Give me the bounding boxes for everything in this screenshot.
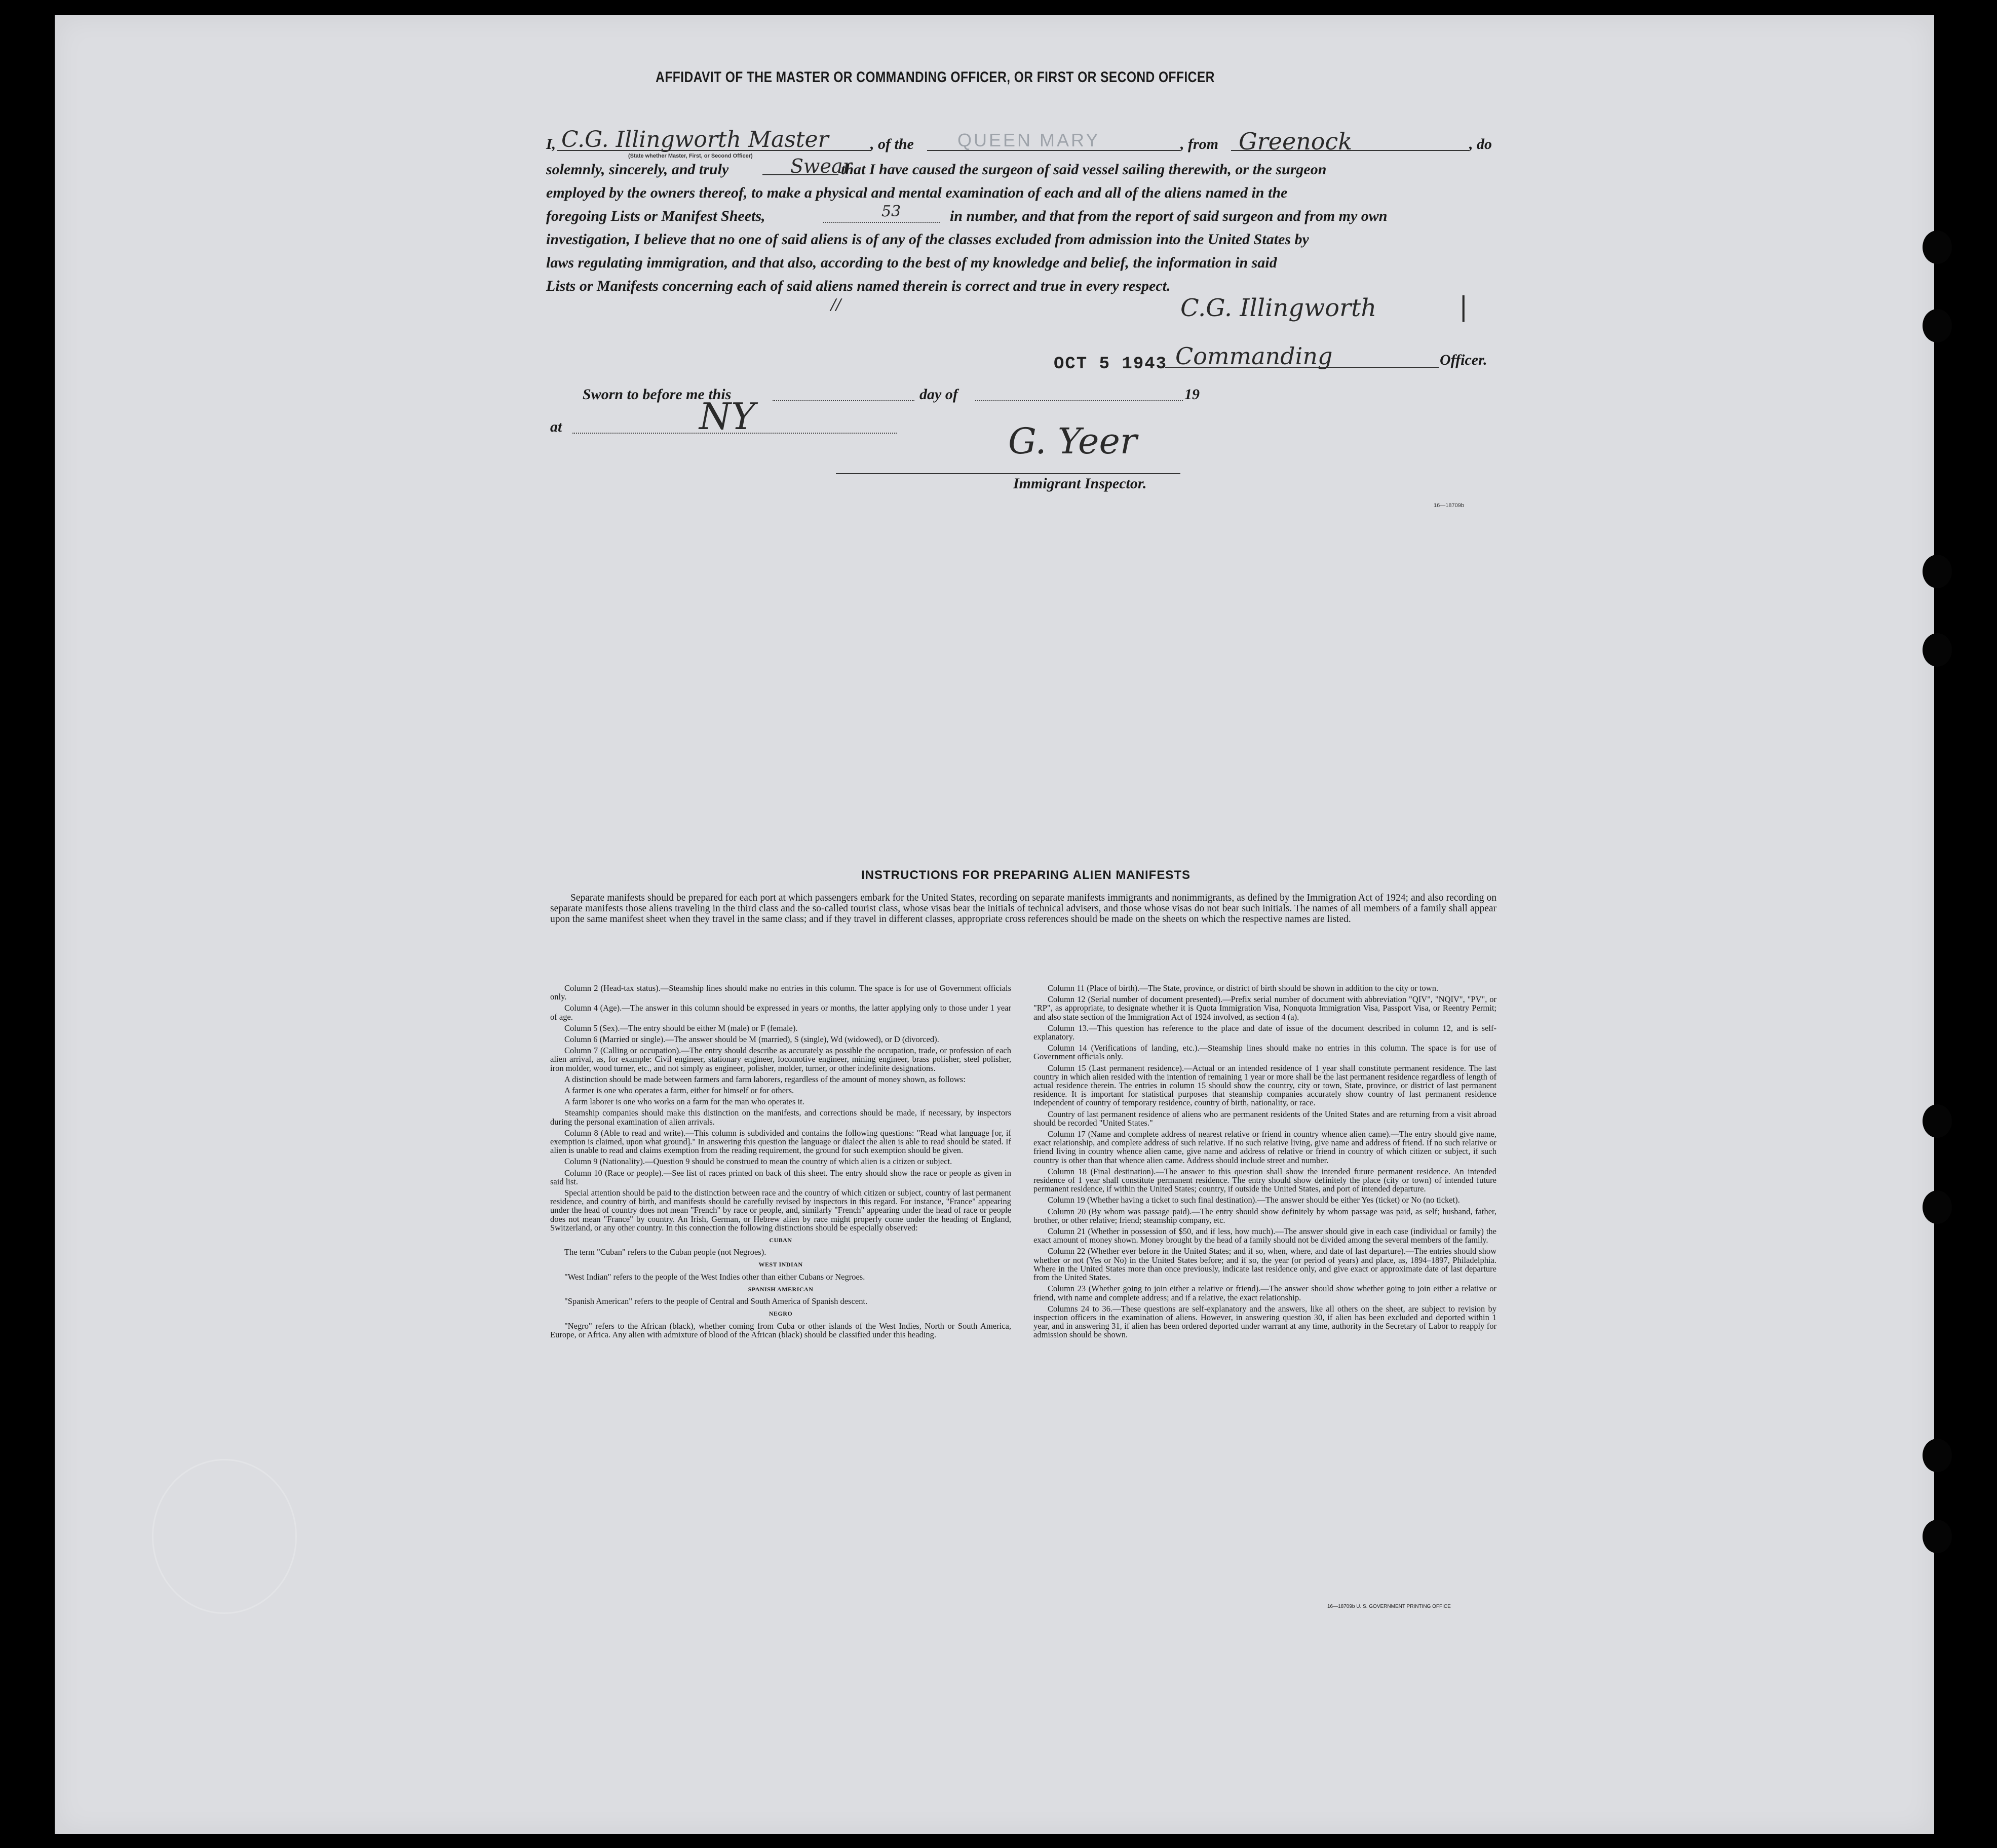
- instruction-paragraph: Column 10 (Race or people).—See list of races printed on back of this sheet. The entry should show the race or people as given in said list.: [550, 1168, 1011, 1186]
- instruction-paragraph: A farmer is one who operates a farm, either for himself or for others.: [564, 1086, 794, 1096]
- instruction-paragraph: Column 23 (Whether going to join either a relative or friend).—The answer should show whether going to join either a relative or friend, with name and complete address; and if a relative, the exact relationship.: [1033, 1284, 1496, 1302]
- inspector-signature: G. Yeer: [1008, 420, 1137, 462]
- punch-hole: [1923, 1190, 1952, 1224]
- do-label: , do: [1469, 136, 1492, 152]
- sheets-count-line: [823, 222, 940, 223]
- section-heading: WEST INDIAN: [758, 1261, 803, 1268]
- affidavit-line7: Lists or Manifests concerning each of said aliens named therein is correct and true in every respect.: [546, 278, 1171, 294]
- from-label: , from: [1180, 136, 1218, 152]
- at-label: at: [550, 418, 562, 435]
- instruction-paragraph: Column 22 (Whether ever before in the United States; and if so, when, where, and date of last departure).—The entries should show whether or not (Yes or No) in the United States before; and if so, the year (or period of years) and place, as, 1894–1897, Philadelphia. Where in the United States more than once previously, indicate last residence only, and give exact or approximate date of last departure from the United States.: [1033, 1246, 1496, 1283]
- instructions-form-footer: 16—18709b U. S. GOVERNMENT PRINTING OFFICE: [1327, 1604, 1451, 1609]
- affidavit-line4-pre: foregoing Lists or Manifest Sheets,: [546, 208, 765, 224]
- sworn-label: Sworn to before me this: [583, 386, 732, 403]
- instruction-paragraph: Column 8 (Able to read and write).—This column is subdivided and contains the following questions: "Read what language [or, if exemption is claimed, upon what ground]." In answering this question the language or dialect the alien is able to read should be stated. If alien is unable to read and claims exemption from the reading requirement, the ground for such exemption should be given.: [550, 1128, 1011, 1156]
- affidavit-form-number: 16—18709b: [1434, 503, 1464, 509]
- embossed-seal: [152, 1459, 297, 1614]
- instruction-paragraph: Column 6 (Married or single).—The answer should be M (married), S (single), Wd (widowed), or D (divorced).: [564, 1034, 939, 1045]
- master-name-handwritten: C.G. Illingworth Master: [561, 127, 829, 152]
- instruction-paragraph: Column 19 (Whether having a ticket to such final destination).—The answer should be either Yes (ticket) or No (no ticket).: [1048, 1195, 1460, 1205]
- affidavit-line2-post: that I have caused the surgeon of said vessel sailing therewith, or the surgeon: [841, 161, 1327, 178]
- affidavit-line4-post: in number, and that from the report of said surgeon and from my own: [950, 208, 1388, 224]
- instruction-paragraph: The term "Cuban" refers to the Cuban people (not Negroes).: [564, 1247, 766, 1257]
- sheets-count-handwritten: 53: [881, 203, 901, 220]
- instructions-intro: Separate manifests should be prepared for each port at which passengers embark for the United States, recording on separate manifests immigrants and nonimmigrants, as defined by the Immigration Act of 1924; and also recording on separate manifests those aliens traveling in the third class and the so-called tourist class, whose visas bear the initials of technical advisers, and those whose visas do not bear such initials. The names of all members of a family shall appear upon the same manifest sheet when they travel in the same class; and if they travel in different classes, appropriate cross references should be made on the sheets on which the respective names are listed.: [550, 893, 1496, 925]
- instruction-paragraph: Column 14 (Verifications of landing, etc.).—Steamship lines should make no entries in this column. The space is for use of Government officials only.: [1033, 1043, 1496, 1062]
- instruction-paragraph: "Negro" refers to the African (black), whether coming from Cuba or other islands of the West Indies, North or South America, Europe, or Africa. Any alien with admixture of blood of the African (black) should be classified under this heading.: [550, 1321, 1011, 1339]
- punch-hole: [1923, 1104, 1952, 1138]
- swear-handwritten: Swear: [790, 155, 852, 177]
- instruction-paragraph: Column 2 (Head-tax status).—Steamship lines should make no entries in this column. The space is for use of Government officials only.: [550, 983, 1011, 1002]
- month-line: [975, 400, 1183, 401]
- affidavit-line5: investigation, I believe that no one of said aliens is of any of the classes excluded from admission into the United States by: [546, 231, 1309, 248]
- affidavit-line2-pre: solemnly, sincerely, and truly: [546, 161, 729, 178]
- inspector-label: Immigrant Inspector.: [1013, 475, 1147, 492]
- instructions-right-column: [1033, 984, 1496, 1342]
- margin-mark: //: [831, 296, 841, 314]
- instruction-paragraph: Column 12 (Serial number of document presented).—Prefix serial number of document with abbreviation "QIV", "NQIV", "PV", or "RP", as appropriate, to designate whether it is Quota Immigration Visa, Nonquota Immigration Visa, Passport Visa, or Reentry Permit; and also state section of the Immigration Act of 1924 involved, as section 4 (a).: [1033, 994, 1496, 1022]
- state-note: (State whether Master, First, or Second Officer): [628, 153, 753, 159]
- section-heading: CUBAN: [769, 1237, 792, 1244]
- instruction-paragraph: Column 17 (Name and complete address of nearest relative or friend in country whence alien came).—The entry should give name, exact relationship, and complete address of such relative. If no such relative living, give name and address of friend. If no such relative or friend living in country whence alien came, give name and address of relative or friend in country of which citizen or subject, if such country is other than that whence alien came. Address should include street and number.: [1033, 1129, 1496, 1165]
- punch-hole: [1923, 1439, 1952, 1472]
- punch-hole: [1923, 633, 1952, 667]
- of-the-label: , of the: [870, 136, 914, 152]
- port-handwritten: Greenock: [1239, 128, 1353, 155]
- instruction-paragraph: Column 7 (Calling or occupation).—The entry should describe as accurately as possible the occupation, trade, or profession of each alien arrival, as, for example: Civil engineer, stationary engineer, locomotive engineer, mining engineer, brass polisher, steel polisher, iron molder, wood turner, etc., and not simply as engineer, polisher, molder, turner, or other indefinite designations.: [550, 1046, 1011, 1073]
- section-heading: SPANISH AMERICAN: [748, 1285, 814, 1293]
- instruction-paragraph: Column 4 (Age).—The answer in this column should be expressed in years or months, the latter applying only to those under 1 year of age.: [550, 1003, 1011, 1022]
- inspector-line: [836, 473, 1180, 474]
- instruction-paragraph: Columns 24 to 36.—These questions are self-explanatory and the answers, like all others on the sheet, are subject to revision by inspection officers in the examination of aliens. However, in answering question 30, if alien has been excluded and deported within 1 year, and in answering 31, if alien has been ordered deported under warrant at any time, authority in the Secretary of Labor to reapply for admission should be shown.: [1033, 1303, 1496, 1340]
- instruction-paragraph: "West Indian" refers to the people of the West Indies other than either Cubans or Negroes.: [564, 1272, 865, 1282]
- instruction-paragraph: Column 18 (Final destination).—The answer to this question shall show the intended future permanent residence. An intended residence of 1 year shall constitute permanent residence. The entry should show definitely the place (city or town) of intended future permanent residence, if within the United States; country, if outside the United States, and port of intended departure.: [1033, 1166, 1496, 1194]
- affidavit-line3: employed by the owners thereof, to make a physical and mental examination of each and all of the aliens named in the: [546, 184, 1288, 201]
- instruction-paragraph: Column 11 (Place of birth).—The State, province, or district of birth should be shown in addition to the city or town.: [1048, 983, 1439, 993]
- instruction-paragraph: Special attention should be paid to the distinction between race and the country of which citizen or subject, country of last permanent residence, and country of birth, and manifests should be carefully revised by inspectors in this regard. For instance, "France" appearing under the head of country does not mean "French" by race or people, and, similarly "French" appearing under the head of race or people does not mean "France" by country. An Irish, German, or Hebrew alien by race might properly come under the heading of England, Switzerland, or any other country. In this connection the following distinctions should be especially observed:: [550, 1188, 1011, 1233]
- ship-name-stamp: QUEEN MARY: [957, 130, 1100, 150]
- signature-stroke: |: [1459, 292, 1468, 322]
- at-location-handwritten: NY: [699, 395, 755, 438]
- year-label: 19: [1184, 386, 1200, 403]
- punch-hole: [1923, 309, 1952, 342]
- instruction-paragraph: "Spanish American" refers to the people of Central and South America of Spanish descent.: [564, 1296, 868, 1306]
- master-signature: C.G. Illingworth: [1180, 294, 1377, 322]
- punch-hole: [1923, 230, 1952, 264]
- affidavit-title: AFFIDAVIT OF THE MASTER OR COMMANDING OFFICER, OR FIRST OR SECOND OFFICER: [656, 69, 1215, 86]
- affidavit-prefix: I,: [546, 136, 556, 152]
- sworn-day-line: [773, 400, 914, 401]
- rank-handwritten: Commanding: [1175, 342, 1333, 370]
- instruction-paragraph: Column 21 (Whether in possession of $50, and if less, how much).—The answer should give in each case (individual or family) the exact amount of money shown. Money brought by the head of a family should not be divided among the several members of the family.: [1033, 1226, 1496, 1245]
- section-heading: NEGRO: [769, 1310, 793, 1318]
- instruction-paragraph: Column 5 (Sex).—The entry should be either M (male) or F (female).: [564, 1023, 798, 1033]
- instruction-paragraph: Column 20 (By whom was passage paid).—The entry should show definitely by whom passage was paid, as self; husband, father, brother, or other relative; friend; steamship company, etc.: [1033, 1206, 1496, 1225]
- instruction-paragraph: Column 9 (Nationality).—Question 9 should be construed to mean the country of which alien is a citizen or subject.: [564, 1157, 952, 1167]
- instruction-paragraph: Column 15 (Last permanent residence).—Actual or an intended residence of 1 year shall constitute permanent residence. The last country in which alien resided with the intention of remaining 1 year or more shall be the last permanent residence regardless of length of actual residence therein. The entries in column 15 should show the country, city or town, State, province, or district of last permanent residence. It is important for statistical purposes that steamship companies accurately show country of last permanent residence independent of country of temporary residence, country of birth, nationality, or race.: [1033, 1063, 1496, 1108]
- instruction-paragraph: A distinction should be made between farmers and farm laborers, regardless of the amount of money shown, as follows:: [564, 1074, 966, 1084]
- instruction-paragraph: Country of last permanent residence of aliens who are permanent residents of the United States and are returning from a visit abroad should be recorded "United States.": [1033, 1109, 1496, 1128]
- instructions-left-column: [550, 984, 1011, 1341]
- officer-label: Officer.: [1440, 352, 1487, 368]
- punch-hole: [1923, 555, 1952, 588]
- punch-hole: [1923, 1520, 1952, 1553]
- date-stamp: OCT 5 1943: [1054, 355, 1168, 374]
- affidavit-line6: laws regulating immigration, and that also, according to the best of my knowledge and belief, the information in said: [546, 254, 1277, 271]
- instructions-title: INSTRUCTIONS FOR PREPARING ALIEN MANIFESTS: [861, 868, 1190, 882]
- day-of-label: day of: [919, 386, 958, 403]
- instruction-paragraph: Steamship companies should make this distinction on the manifests, and corrections should be made, if necessary, by inspectors during the personal examination of alien arrivals.: [550, 1108, 1011, 1127]
- instruction-paragraph: A farm laborer is one who works on a farm for the man who operates it.: [564, 1097, 804, 1107]
- instruction-paragraph: Column 13.—This question has reference to the place and date of issue of the document described in column 12, and is self-explanatory.: [1033, 1023, 1496, 1042]
